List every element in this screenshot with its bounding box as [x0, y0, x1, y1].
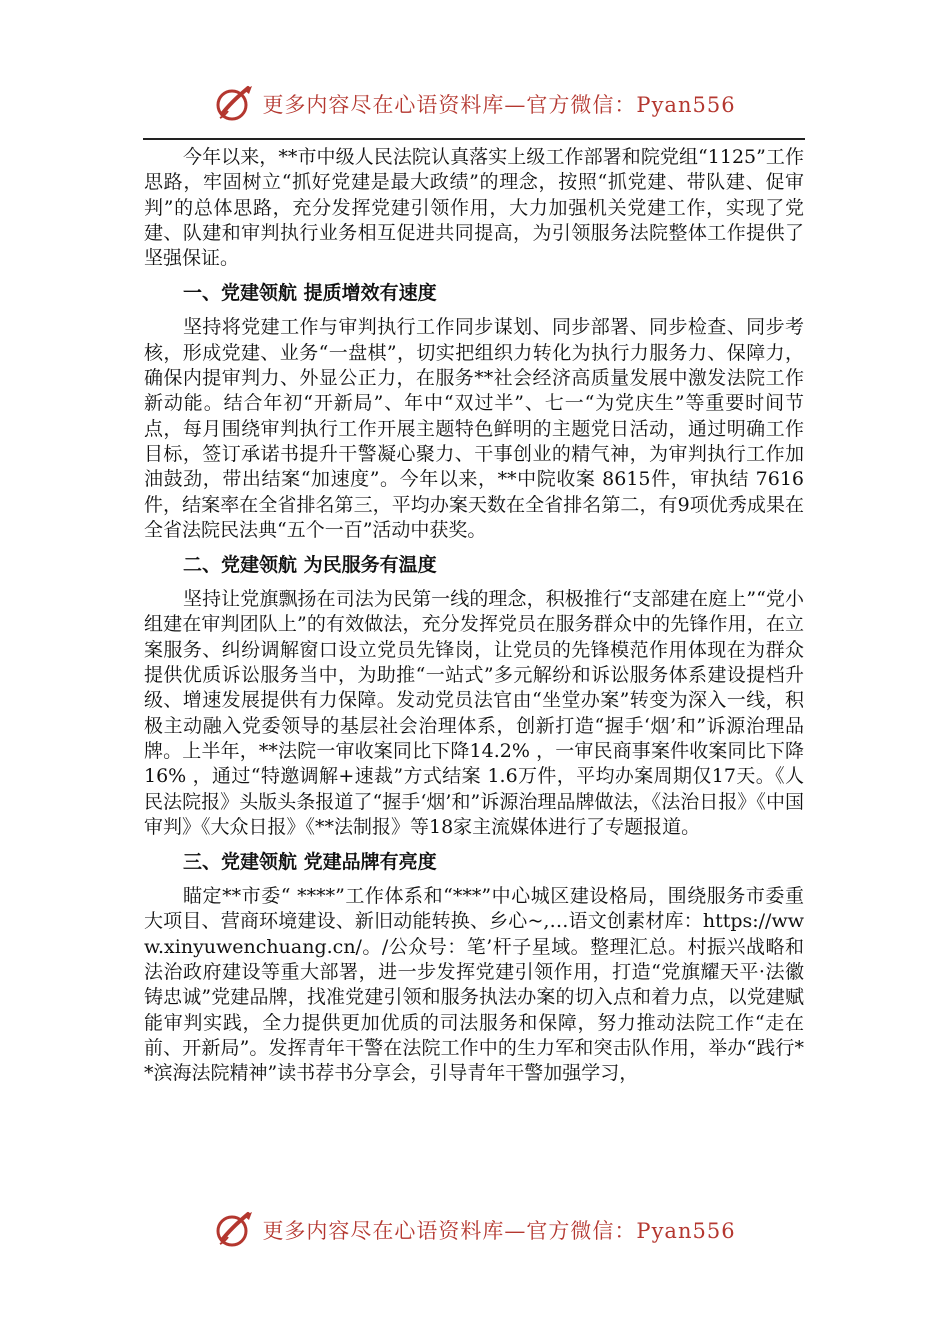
section-1-paragraph: 坚持将党建工作与审判执行工作同步谋划、同步部署、同步检查、同步考核，形成党建、业务“一盘棋”，切实把组织力转化为执行力服务力、保障力，确保内提审判力、外显公正力，在服务**社会经济高质量发展中激发法院工作新动能。结合年初“开新局”、年中“双过半”、七一“为党庆生”等重要时间节点，每月围绕审判执行工作开展主题特色鲜明的主题党日活动，通过明确工作目标，签订承诺书提升干警凝心聚力、干事创业的精气神，为审判执行工作加油鼓劲，带出结案“加速度”。今年以来，**中院收案 8615件，审执结 7616件，结案率在全省排名第三，平均办案天数在全省排名第二，有9项优秀成果在全省法院民法典“五个一百”活动中获奖。	[144, 316, 804, 541]
document-body	[144, 145, 804, 1087]
watermark-text: 更多内容尽在心语资料库—官方微信：Pyan556	[262, 93, 736, 117]
section-3-paragraph: 瞄定**市委“ ****”工作体系和“***”中心城区建设格局，围绕服务市委重大项目、营商环境建设、新旧动能转换、乡心~,…语文创素材库：https://www.xinyuwenchuang.cn/。/公众号：笔’杆子星域。整理汇总。村振兴战略和法治政府建设等重大部署，进一步发挥党建引领作用，打造“党旗耀天平·法徽铸忠诚”党建品牌，找准党建引领和服务执法办案的切入点和着力点，以党建赋能审判实践，全力提供更加优质的司法服务和保障，努力推动法院工作“走在前、开新局”。发挥青年干警在法院工作中的生力军和突击队作用，举办“践行**滨海法院精神”读书荐书分享会，引导青年干警加强学习，	[144, 885, 804, 1085]
pen-ribbon-logo-icon	[214, 1210, 256, 1250]
watermark-text: 更多内容尽在心语资料库—官方微信：Pyan556	[262, 1219, 736, 1243]
watermark-banner-top	[0, 82, 950, 126]
watermark-banner-bottom	[0, 1208, 950, 1252]
section-3-heading: 三、党建领航 党建品牌有亮度	[183, 851, 437, 874]
intro-paragraph: 今年以来，**市中级人民法院认真落实上级工作部署和院党组“1125”工作思路，牢固树立“抓好党建是最大政绩”的理念，按照“抓党建、带队建、促审判”的总体思路，充分发挥党建引领作用，大力加强机关党建工作，实现了党建、队建和审判执行业务相互促进共同提高，为引领服务法院整体工作提供了坚强保证。	[144, 146, 804, 270]
section-2-heading: 二、党建领航 为民服务有温度	[183, 554, 437, 577]
section-2-paragraph: 坚持让党旗飘扬在司法为民第一线的理念，积极推行“支部建在庭上”“党小组建在审判团队上”的有效做法，充分发挥党员在服务群众中的先锋作用，在立案服务、纠纷调解窗口设立党员先锋岗，让党员的先锋模范作用体现在为群众提供优质诉讼服务当中，为助推“一站式”多元解纷和诉讼服务体系建设提档升级、增速发展提供有力保障。发动党员法官由“坐堂办案”转变为深入一线，积极主动融入党委领导的基层社会治理体系，创新打造“握手‘烟’和”诉源治理品牌。上半年，**法院一审收案同比下降14.2% ，一审民商事案件收案同比下降16% ，通过“特邀调解+速裁”方式结案 1.6万件，平均办案周期仅17天。《人民法院报》头版头条报道了“握手‘烟’和”诉源治理品牌做法，《法治日报》《中国审判》《大众日报》《**法制报》等18家主流媒体进行了专题报道。	[144, 588, 804, 838]
section-1-heading: 一、党建领航 提质增效有速度	[183, 282, 437, 305]
pen-ribbon-logo-icon	[214, 84, 256, 124]
header-rule	[143, 138, 805, 140]
